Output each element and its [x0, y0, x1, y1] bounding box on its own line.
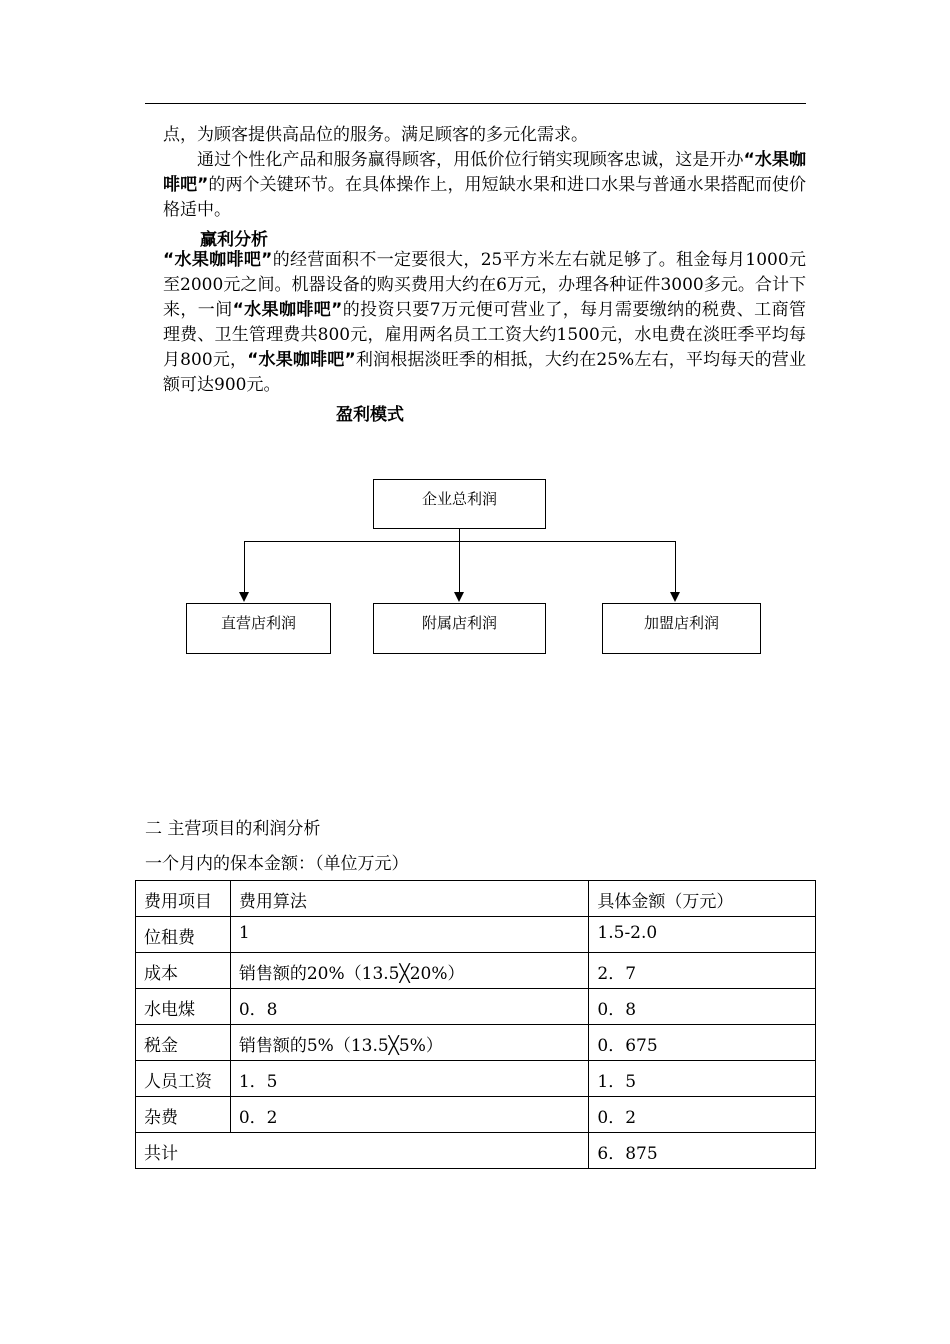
table-cell: 0．8: [230, 989, 589, 1025]
profit-paragraph: “水果咖啡吧”的经营面积不一定要很大，25平方米左右就足够了。租金每月1000元至2000元之间。机器设备的购买费用大约在6万元，办理各种证件3000多元。合计下来，一间“水果咖啡吧”的投资只要7万元便可营业了，每月需要缴纳的税费、工商管理费、卫生管理费共800元，雇用两名员工工资大约1500元，水电费在淡旺季平均每月800元，“水果咖啡吧”利润根据淡旺季的相抵，大约在25%左右，平均每天的营业额可达900元。: [163, 250, 806, 395]
arrow-down-icon: [670, 592, 680, 602]
table-cell: 0．2: [589, 1097, 816, 1133]
table-row: [136, 1061, 816, 1097]
table-cell: 水电煤: [136, 989, 231, 1025]
table-header-cell: 费用算法: [230, 881, 589, 917]
table-row: [136, 917, 816, 953]
table-cell: 税金: [136, 1025, 231, 1061]
table-cell: 1: [230, 917, 589, 953]
table-row: [136, 1025, 816, 1061]
table-cell: 销售额的5%（13.5╳5%）: [230, 1025, 589, 1061]
brand-name: “水果咖啡吧”: [163, 250, 273, 270]
profit-analysis-heading: 赢利分析: [200, 230, 268, 250]
intro-paragraph: 通过个性化产品和服务赢得顾客，用低价位行销实现顾客忠诚，这是开办“水果咖啡吧”的两个关键环节。在具体操作上，用短缺水果和进口水果与普通水果搭配而使价格适中。: [163, 150, 806, 220]
table-header-row: [136, 881, 816, 917]
break-even-table: [135, 880, 816, 1169]
table-row: [136, 989, 816, 1025]
brand-name: “水果咖啡吧”: [163, 150, 806, 195]
table-cell: 人员工资: [136, 1061, 231, 1097]
table-total-row: [136, 1133, 816, 1169]
profit-model-heading: 盈利模式: [336, 405, 404, 425]
table-cell: 2．7: [589, 953, 816, 989]
table-header-cell: 费用项目: [136, 881, 231, 917]
brand-name: “水果咖啡吧”: [232, 300, 343, 320]
total-value-cell: 6．875: [589, 1133, 816, 1169]
connector-line: [244, 541, 245, 593]
table-cell: 1.5-2.0: [589, 917, 816, 953]
header-rule: [145, 103, 806, 104]
table-row: [136, 1097, 816, 1133]
total-profit-node: 企业总利润: [373, 479, 546, 529]
table-cell: 杂费: [136, 1097, 231, 1133]
table-row: [136, 953, 816, 989]
franchise-store-profit-node: 加盟店利润: [602, 603, 761, 654]
arrow-down-icon: [454, 592, 464, 602]
table-header-cell: 具体金额（万元）: [589, 881, 816, 917]
section-title: 二 主营项目的利润分析: [145, 819, 321, 839]
table-cell: 1．5: [589, 1061, 816, 1097]
table-cell: 0．2: [230, 1097, 589, 1133]
affiliated-store-profit-node: 附属店利润: [373, 603, 546, 654]
connector-line: [459, 529, 460, 541]
table-cell: 位租费: [136, 917, 231, 953]
intro-line: 点，为顾客提供高品位的服务。满足顾客的多元化需求。: [163, 125, 588, 145]
connector-line: [675, 541, 676, 593]
direct-store-profit-node: 直营店利润: [186, 603, 331, 654]
table-cell: 销售额的20%（13.5╳20%）: [230, 953, 589, 989]
brand-name: “水果咖啡吧”: [247, 350, 356, 370]
section-subtitle: 一个月内的保本金额：（单位万元）: [145, 854, 409, 874]
table-cell: 1．5: [230, 1061, 589, 1097]
table-cell: 0．675: [589, 1025, 816, 1061]
arrow-down-icon: [239, 592, 249, 602]
connector-line: [459, 541, 460, 593]
total-label-cell: 共计: [136, 1133, 589, 1169]
table-cell: 0．8: [589, 989, 816, 1025]
table-cell: 成本: [136, 953, 231, 989]
